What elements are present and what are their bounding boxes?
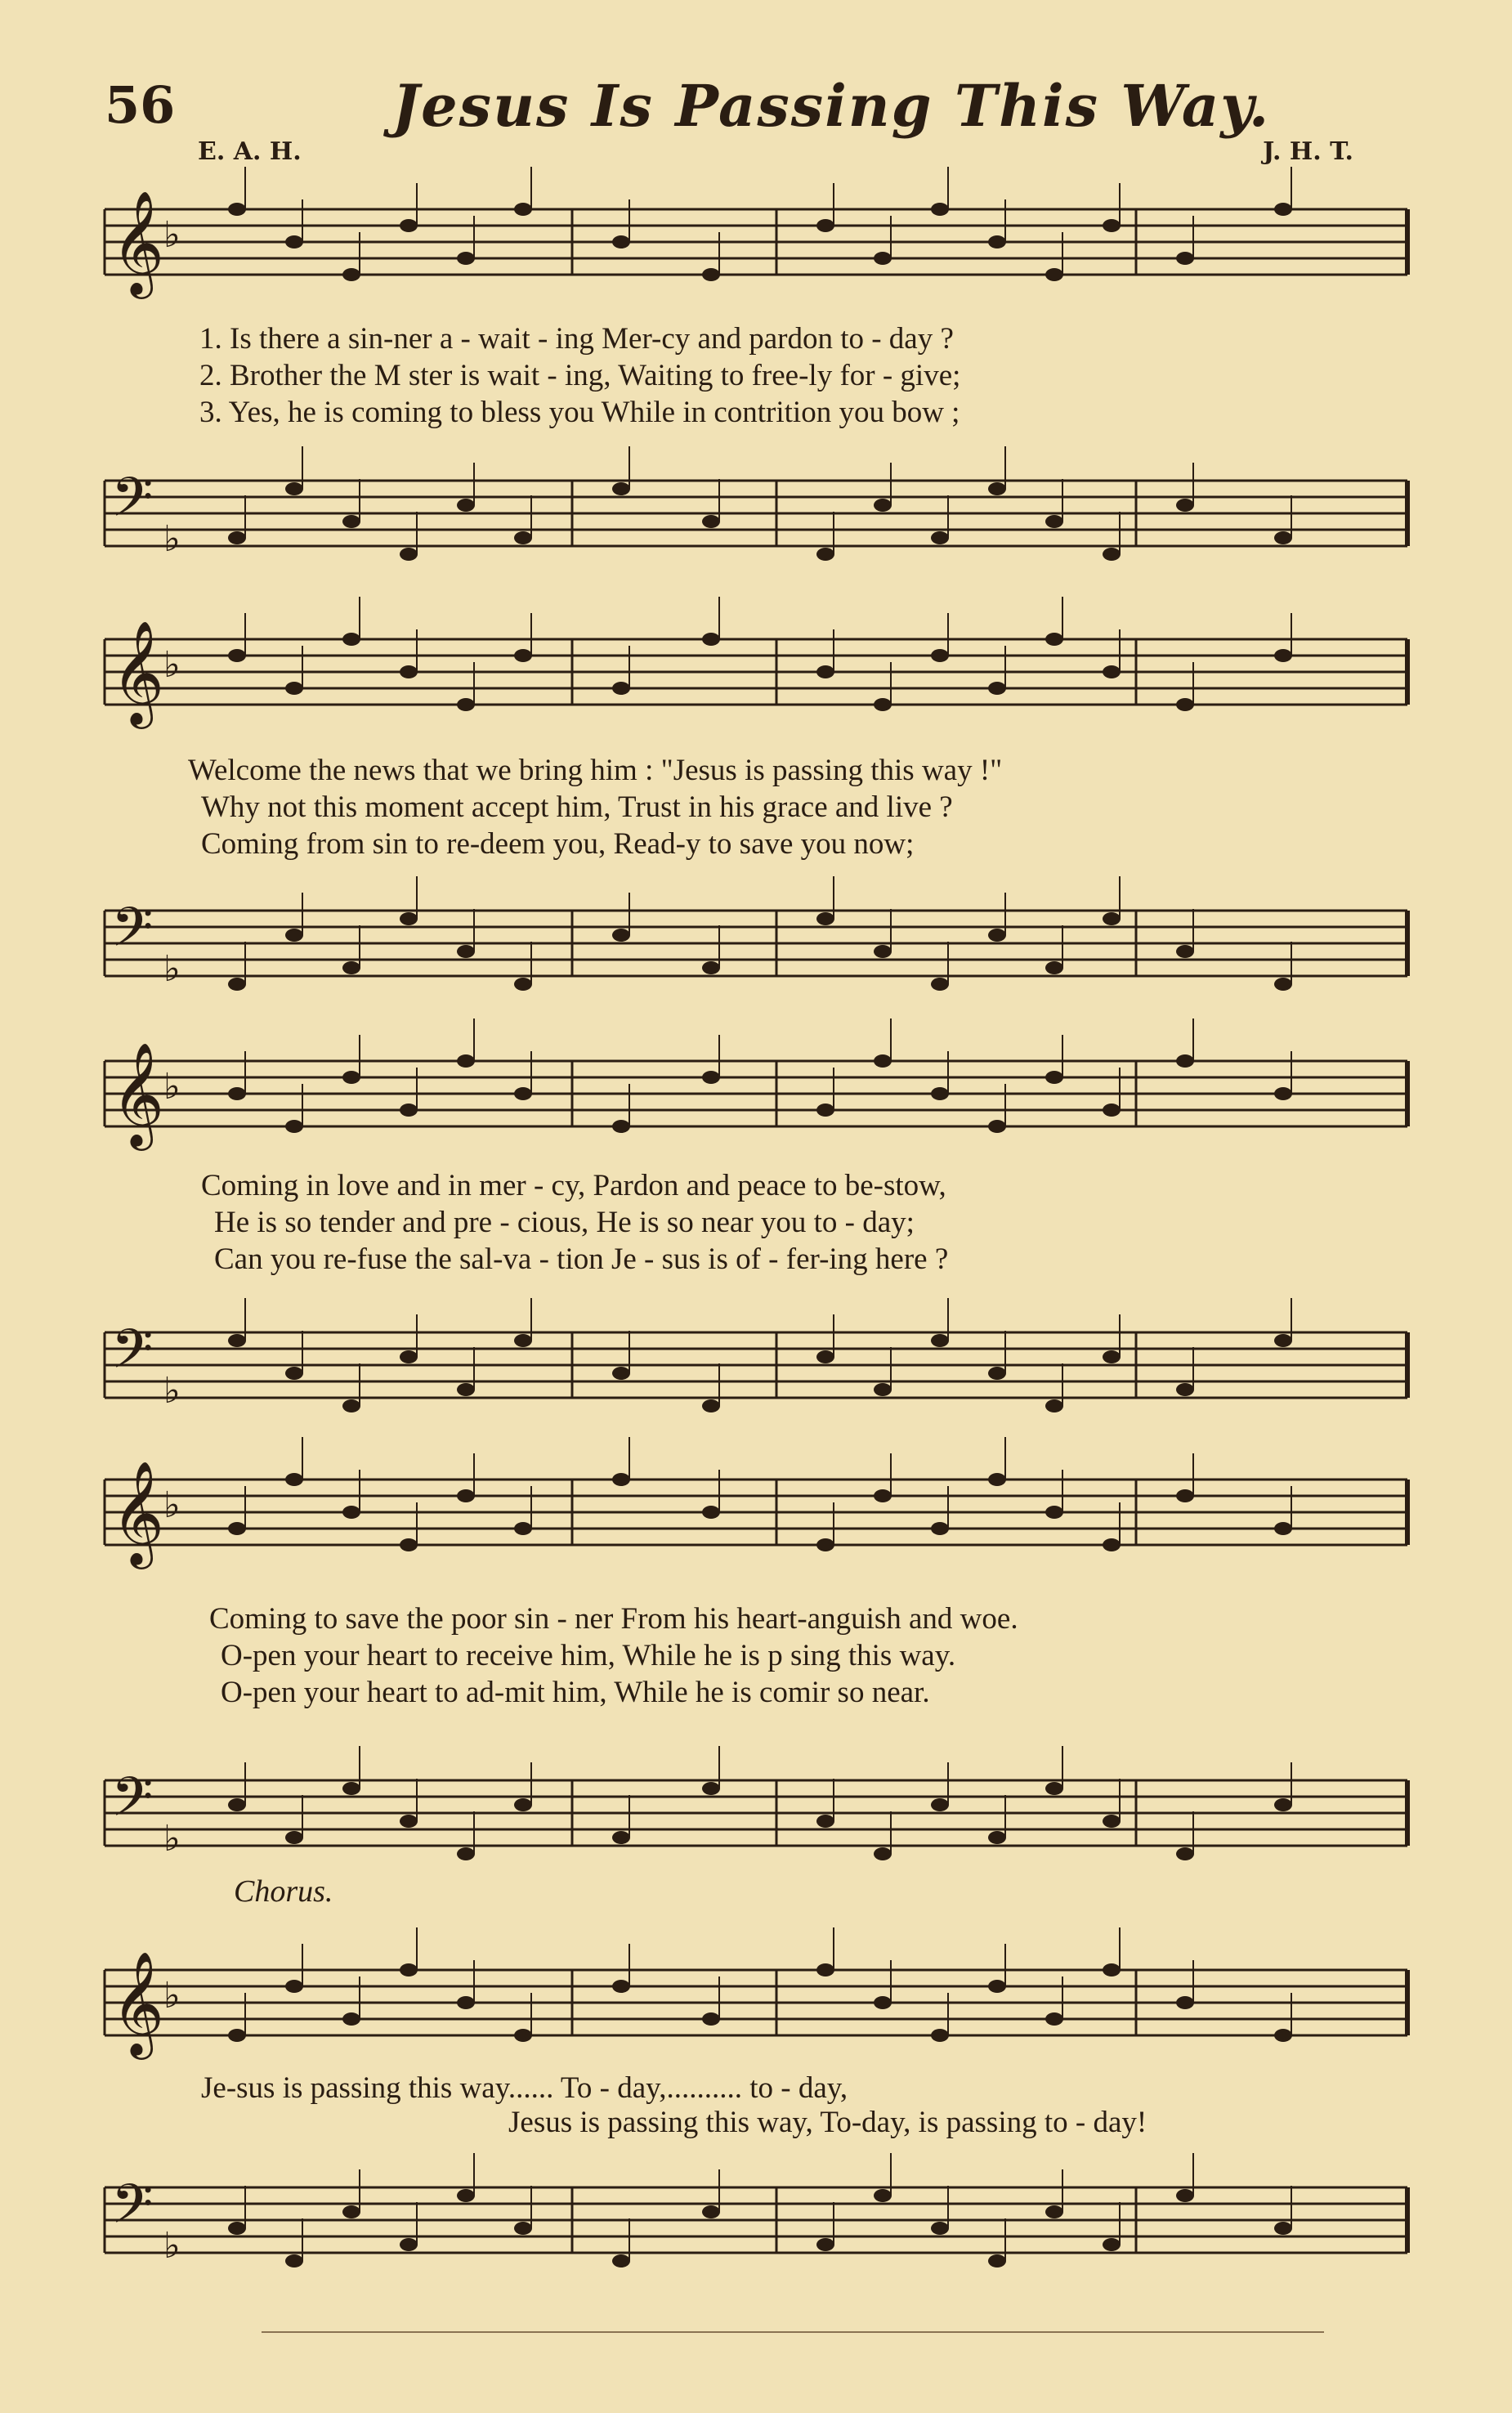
notehead [1176,1489,1194,1502]
notehead [1103,1815,1121,1828]
notehead [988,1120,1006,1133]
notehead [702,1782,720,1795]
notehead [1045,961,1063,974]
notehead [931,649,949,662]
notehead [228,978,246,991]
notehead [285,1473,303,1486]
notehead [342,268,360,281]
notehead [988,1980,1006,1993]
notehead [1045,1506,1063,1519]
page-number: 56 [105,75,176,135]
notehead [1274,1334,1292,1347]
notehead [988,682,1006,695]
notehead [1103,1104,1121,1117]
notehead [342,1399,360,1412]
notehead [285,929,303,942]
notehead [342,515,360,528]
flat-icon: ♭ [163,1370,181,1412]
notehead [285,2254,303,2268]
notehead [702,633,720,646]
notehead [342,633,360,646]
verse-line: Can you re-fuse the sal-va - tion Je - sus is of - fer-ing here ? [214,1242,949,1276]
treble-staff-3 [0,1041,1512,1146]
chorus-line-2: Jesus is passing this way, To-day, is passing to - day! [508,2106,1147,2139]
verse-line: Coming from sin to re-deem you, Read-y to save you now; [201,827,915,861]
notehead [457,945,475,958]
notehead [1103,665,1121,678]
notehead [702,1071,720,1084]
notehead [228,1334,246,1347]
notehead [1045,1399,1063,1412]
notehead [228,1798,246,1811]
notehead [400,2238,418,2251]
notehead [988,2254,1006,2268]
notehead [988,1367,1006,1380]
bottom-rule [262,2330,1324,2335]
notehead [931,1522,949,1535]
notehead [816,912,834,925]
notehead [457,1489,475,1502]
notehead [612,235,630,248]
notehead [514,1522,532,1535]
notehead [400,1104,418,1117]
notehead [988,482,1006,495]
notehead [514,649,532,662]
notehead [285,235,303,248]
bass-staff-1 [0,464,1512,562]
notehead [457,698,475,711]
notehead [1045,2012,1063,2026]
notehead [1045,268,1063,281]
notehead [1045,1071,1063,1084]
notehead [400,219,418,232]
notehead [1103,548,1121,561]
notehead [874,1489,892,1502]
notehead [931,203,949,216]
notehead [874,945,892,958]
notehead [702,1399,720,1412]
notehead [342,1071,360,1084]
notehead [874,1054,892,1068]
music-author: J. H. T. [1263,137,1353,166]
treble-clef-icon: 𝄞 [111,1950,165,2055]
notehead [612,482,630,495]
notehead [400,1963,418,1977]
notehead [285,682,303,695]
notehead [874,499,892,512]
notehead [285,1980,303,1993]
notehead [457,1054,475,1068]
verse-line: 3. Yes, he is coming to bless you While in contrition you bow ; [199,396,960,429]
notehead [816,1538,834,1551]
verse-line: He is so tender and pre - cious, He is so near you to - day; [214,1206,915,1239]
bass-staff-3 [0,1316,1512,1414]
bass-staff-2 [0,894,1512,992]
flat-icon: ♭ [163,644,181,686]
notehead [816,665,834,678]
notehead [931,2222,949,2235]
verse-line: Welcome the news that we bring him : "Jesus is passing this way !" [188,754,1003,787]
flat-icon: ♭ [163,1818,181,1860]
notehead [228,2029,246,2042]
notehead [457,1996,475,2009]
notehead [874,252,892,265]
notehead [1176,252,1194,265]
notehead [1274,2029,1292,2042]
notehead [1274,2222,1292,2235]
notehead [1176,2189,1194,2202]
notehead [1274,649,1292,662]
flat-icon: ♭ [163,2225,181,2267]
notehead [612,1980,630,1993]
notehead [514,2222,532,2235]
verse-line: O-pen your heart to receive him, While he is p sing this way. [221,1639,956,1672]
notehead [874,698,892,711]
notehead [1103,2238,1121,2251]
notehead [612,1473,630,1486]
notehead [1274,1087,1292,1100]
notehead [612,1120,630,1133]
treble-clef-icon: 𝄞 [111,1460,165,1565]
notehead [1274,978,1292,991]
treble-staff-4 [0,1460,1512,1565]
bass-staff-4 [0,1764,1512,1862]
notehead [702,2012,720,2026]
notehead [457,499,475,512]
bass-clef-icon: 𝄢 [111,2173,154,2249]
notehead [931,1334,949,1347]
hymn-title: Jesus Is Passing This Way. [392,72,1271,140]
notehead [514,203,532,216]
notehead [988,235,1006,248]
bass-clef-icon: 𝄢 [111,1766,154,1842]
notehead [457,1383,475,1396]
notehead [931,531,949,544]
notehead [400,1538,418,1551]
verse-line: Coming in love and in mer - cy, Pardon and peace to be-stow, [201,1169,946,1202]
notehead [1103,219,1121,232]
notehead [400,1350,418,1363]
notehead [702,515,720,528]
notehead [228,203,246,216]
notehead [228,1087,246,1100]
notehead [228,1522,246,1535]
notehead [228,649,246,662]
notehead [874,1847,892,1860]
notehead [1045,515,1063,528]
notehead [514,1334,532,1347]
treble-staff-chorus [0,1950,1512,2055]
notehead [1176,698,1194,711]
words-author: E. A. H. [198,137,302,166]
chorus-label: Chorus. [234,1874,333,1909]
notehead [285,482,303,495]
notehead [612,929,630,942]
flat-icon: ♭ [163,214,181,256]
notehead [1045,2205,1063,2218]
notehead [342,2205,360,2218]
notehead [702,2205,720,2218]
notehead [457,2189,475,2202]
treble-clef-icon: 𝄞 [111,190,165,294]
notehead [612,1831,630,1844]
verse-line: O-pen your heart to ad-mit him, While he is comir so near. [221,1676,930,1709]
notehead [514,531,532,544]
notehead [400,912,418,925]
notehead [816,548,834,561]
notehead [1274,1798,1292,1811]
notehead [1176,1847,1194,1860]
bass-clef-icon: 𝄢 [111,1318,154,1394]
notehead [612,1367,630,1380]
bass-staff-chorus [0,2171,1512,2269]
notehead [1274,531,1292,544]
notehead [342,1782,360,1795]
notehead [514,1798,532,1811]
notehead [1176,1383,1194,1396]
flat-icon: ♭ [163,518,181,560]
notehead [874,1383,892,1396]
treble-staff-2 [0,620,1512,724]
notehead [1103,1963,1121,1977]
notehead [514,2029,532,2042]
notehead [816,1350,834,1363]
notehead [702,268,720,281]
notehead [342,961,360,974]
notehead [1103,912,1121,925]
treble-clef-icon: 𝄞 [111,1041,165,1146]
notehead [816,1815,834,1828]
notehead [816,1963,834,1977]
notehead [874,1996,892,2009]
notehead [342,1506,360,1519]
notehead [1274,1522,1292,1535]
flat-icon: ♭ [163,948,181,990]
notehead [612,2254,630,2268]
notehead [1045,1782,1063,1795]
notehead [816,219,834,232]
notehead [612,682,630,695]
bass-clef-icon: 𝄢 [111,466,154,542]
notehead [1103,1350,1121,1363]
notehead [285,1367,303,1380]
flat-icon: ♭ [163,1975,181,2017]
notehead [1103,1538,1121,1551]
notehead [702,961,720,974]
flat-icon: ♭ [163,1484,181,1526]
flat-icon: ♭ [163,1066,181,1108]
notehead [874,2189,892,2202]
bass-clef-icon: 𝄢 [111,896,154,972]
notehead [400,548,418,561]
notehead [931,978,949,991]
chorus-line-1: Je-sus is passing this way...... To - day,.......... to - day, [201,2071,848,2105]
notehead [514,1087,532,1100]
treble-staff-1 [0,190,1512,294]
notehead [1176,1054,1194,1068]
notehead [228,531,246,544]
notehead [1045,633,1063,646]
notehead [400,665,418,678]
verse-line: Coming to save the poor sin - ner From his heart-anguish and woe. [209,1602,1018,1636]
verse-line: 2. Brother the M ster is wait - ing, Waiting to free-ly for - give; [199,359,961,392]
notehead [1274,203,1292,216]
notehead [931,1798,949,1811]
notehead [988,1831,1006,1844]
treble-clef-icon: 𝄞 [111,620,165,724]
notehead [1176,499,1194,512]
notehead [1176,945,1194,958]
notehead [988,929,1006,942]
notehead [816,2238,834,2251]
notehead [702,1506,720,1519]
notehead [816,1104,834,1117]
verse-line: Why not this moment accept him, Trust in his grace and live ? [201,790,953,824]
notehead [228,2222,246,2235]
notehead [285,1831,303,1844]
notehead [285,1120,303,1133]
notehead [457,252,475,265]
notehead [514,978,532,991]
verse-line: 1. Is there a sin-ner a - wait - ing Mer-cy and pardon to - day ? [199,322,954,356]
notehead [400,1815,418,1828]
notehead [931,1087,949,1100]
notehead [342,2012,360,2026]
notehead [931,2029,949,2042]
notehead [988,1473,1006,1486]
notehead [1176,1996,1194,2009]
notehead [457,1847,475,1860]
